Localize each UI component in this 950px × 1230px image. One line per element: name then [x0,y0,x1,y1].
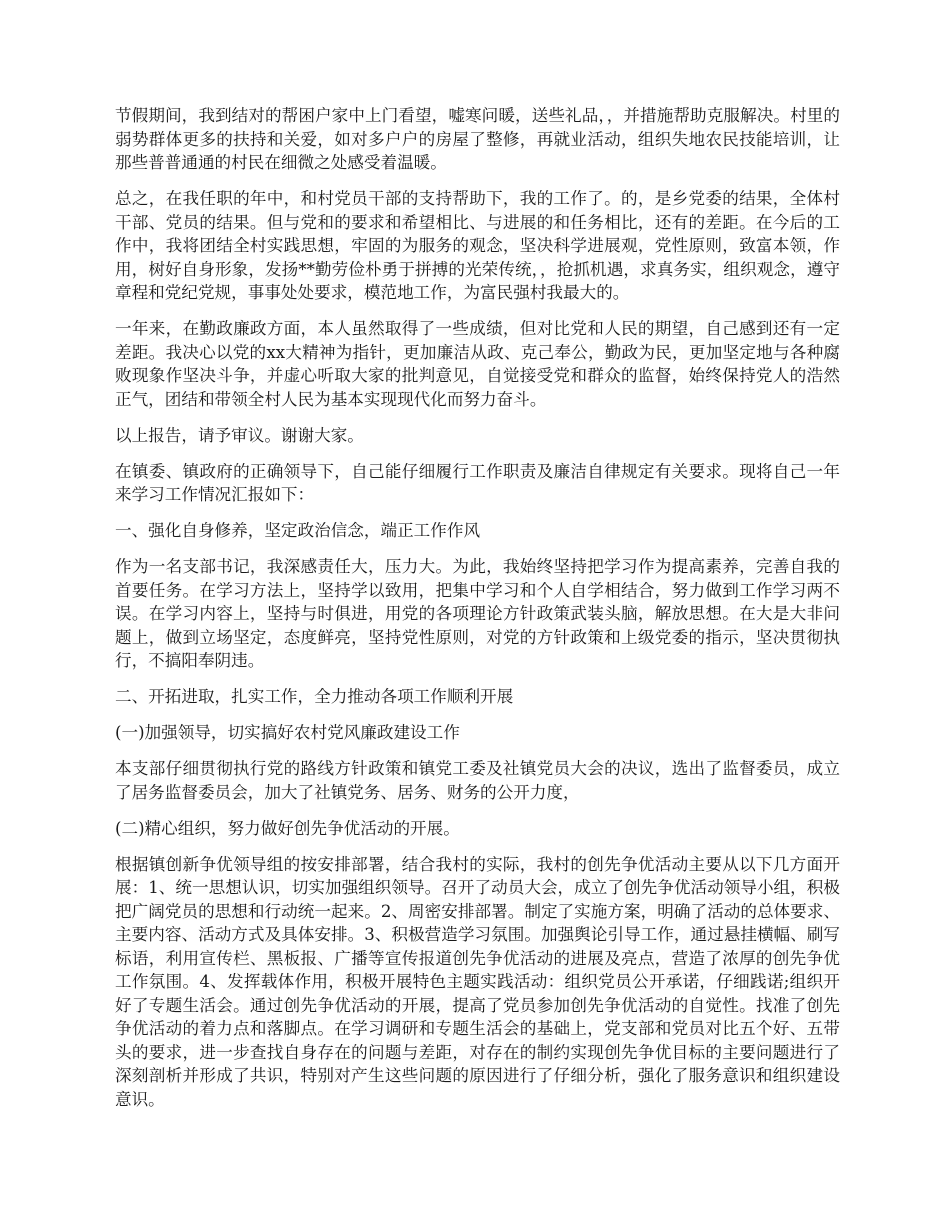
paragraph-summary: 总之，在我任职的年中，和村党员干部的支持帮助下，我的工作了。的，是乡党委的结果，全体村干部、党员的结果。但与党和的要求和希望相比、与进展的和任务相比，还有的差距。在今后的工作中，我将团结全村实践思想，牢固的为服务的观念，坚决科学进展观，党性原则，致富本领，作用，树好自身形象，发扬**勤劳俭朴勇于拼搏的光荣传统，，抢抓机遇，求真务实，组织观念，遵守章程和党纪党规，事事处处要求，模范地工作，为富民强村我最大的。 [115,189,840,302]
section-heading-1: 一、强化自身修养，坚定政治信念，端正工作作风 [115,521,481,540]
paragraph-closing: 以上报告，请予审议。谢谢大家。 [115,425,364,445]
document-page [115,104,840,1124]
paragraph-supervision: 本支部仔细贯彻执行党的路线方针政策和镇党工委及社镇党员大会的决议，选出了监督委员，成立了居务监督委员会，加大了社镇党务、居务、财务的公开力度， [115,759,840,802]
paragraph-study: 作为一名支部书记，我深感责任大，压力大。为此，我始终坚持把学习作为提高素养，完善自我的首要任务。在学习方法上，坚持学以致用，把集中学习和个人自学相结合，努力做到工作学习两不误。在学习内容上，坚持与时俱进，用党的各项理论方针政策武装头脑，解放思想。在大是大非问题上，做到立场坚定，态度鲜亮，坚持党性原则，对党的方针政策和上级党委的指示，坚决贯彻执行，不搞阳奉阴违。 [115,557,840,670]
paragraph-intro: 在镇委、镇政府的正确领导下，自己能仔细履行工作职责及廉洁自律规定有关要求。现将自己一年来学习工作情况汇报如下： [115,461,840,504]
paragraph-integrity: 一年来，在勤政廉政方面，本人虽然取得了一些成绩，但对比党和人民的期望，自己感到还有一定差距。我决心以党的xx大精神为指针，更加廉洁从政、克己奉公，勤政为民，更加坚定地与各种腐败现象作坚决斗争，并虚心听取大家的批判意见，自觉接受党和群众的监督，始终保持党人的浩然正气，团结和带领全村人民为基本实现现代化而努力奋斗。 [115,319,840,409]
paragraph-activities: 根据镇创新争优领导组的按安排部署，结合我村的实际，我村的创先争优活动主要从以下几方面开展：1、统一思想认识，切实加强组织领导。召开了动员大会，成立了创先争优活动领导小组，积极把广阔党员的思想和行动统一起来。2、周密安排部署。制定了实施方案，明确了活动的总体要求、主要内容、活动方式及具体安排。3、积极营造学习氛围。加强舆论引导工作，通过悬挂横幅、刷写标语，利用宣传栏、黑板报、广播等宣传报道创先争优活动的进展及亮点，营造了浓厚的创先争优工作氛围。4、发挥载体作用，积极开展特色主题实践活动：组织党员公开承诺，仔细践诺;组织开好了专题生活会。通过创先争优活动的开展，提高了党员参加创先争优活动的自觉性。找准了创先争优活动的着力点和落脚点。在学习调研和专题生活会的基础上，党支部和党员对比五个好、五带头的要求，进一步查找自身存在的问题与差距，对存在的制约实现创先争优目标的主要问题进行了深刻剖析并形成了共识，特别对产生这些问题的原因进行了仔细分析，强化了服务意识和组织建设意识。 [115,854,840,1109]
section-heading-2: 二、开拓进取，扎实工作，全力推动各项工作顺利开展 [115,687,514,706]
subsection-heading-2: (二)精心组织，努力做好创先争优活动的开展。 [115,818,460,838]
paragraph-holiday-visits: 节假期间，我到结对的帮困户家中上门看望，嘘寒问暖，送些礼品，，并措施帮助克服解决。村里的弱势群体更多的扶持和关爱，如对多户户的房屋了整修，再就业活动，组织失地农民技能培训，让那些普普通通的村民在细微之处感受着温暖。 [115,106,840,172]
subsection-heading-1: (一)加强领导，切实搞好农村党风廉政建设工作 [115,723,460,742]
